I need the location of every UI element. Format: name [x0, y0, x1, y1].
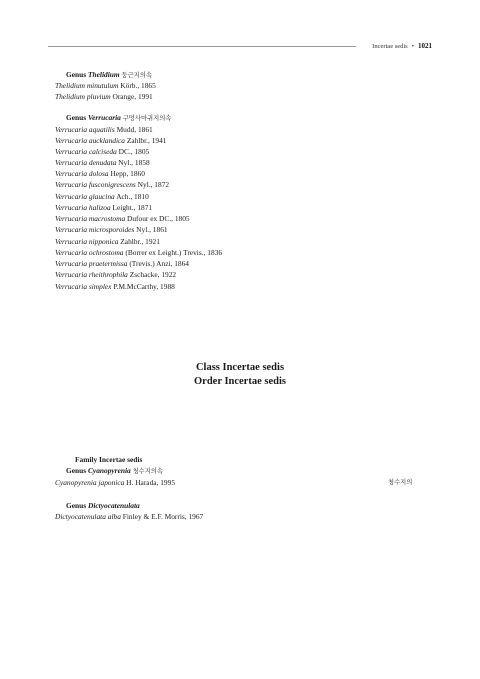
species-entry: Verrucaria praetermissa (Trevis.) Anzi, 1864	[55, 259, 190, 268]
genus-name: Thelidium	[88, 70, 120, 79]
genus-heading-cyanopyrenia: Genus Cyanopyrenia 청수지의속	[66, 466, 163, 475]
family-heading: Family Incertae sedis	[75, 455, 143, 464]
species-entry: Verrucaria rheithrophila Zschacke, 1922	[55, 270, 177, 279]
species-entry: Verrucaria macrostoma Dufour ex DC., 1805	[55, 214, 190, 223]
species-entry: Verrucaria glaucina Ach., 1810	[55, 192, 149, 201]
species-entry: Thelidium pluvium Orange, 1991	[55, 92, 153, 101]
species-korean-name: 청수지의	[388, 479, 413, 486]
species-entry: Verrucaria microsporoides Nyl., 1861	[55, 225, 168, 234]
species-entry: Thelidium minutulum Körb., 1865	[55, 81, 156, 90]
korean-name: 구멍사마귀지의속	[122, 115, 172, 122]
species-entry: Verrucaria simplex P.M.McCarthy, 1988	[55, 282, 175, 291]
species-entry: Cyanopyrenia japonica H. Harada, 1995	[55, 478, 176, 487]
species-entry: Dictyocatenulata alba Finley & E.F. Morris, 1967	[55, 512, 204, 521]
species-entry: Verrucaria denudata Nyl., 1858	[55, 158, 150, 167]
genus-heading-dictyocatenulata: Genus Dictyocatenulata	[66, 501, 140, 510]
species-entry: Verrucaria ochrostoma (Borrer ex Leight.) Trevis., 1836	[55, 248, 223, 257]
genus-heading-thelidium: Genus Thelidium 둥근지의속	[66, 70, 152, 79]
running-header	[48, 40, 432, 54]
order-title: Order Incertae sedis	[194, 376, 286, 387]
header-rule	[48, 46, 356, 47]
korean-name: 둥근지의속	[121, 72, 152, 79]
species-entry: Verrucaria aucklandica Zahlbr., 1941	[55, 136, 167, 145]
species-entry: Verrucaria calciseda DC., 1805	[55, 147, 150, 156]
genus-name: Cyanopyrenia	[88, 466, 131, 475]
species-entry: Verrucaria fusconigrescens Nyl., 1872	[55, 180, 170, 189]
running-title: Incertae sedis	[372, 43, 408, 50]
korean-name: 청수지의속	[132, 468, 163, 475]
species-entry: Verrucaria dolosa Hepp, 1860	[55, 169, 145, 178]
page-number: 1021	[418, 42, 432, 50]
running-head-text	[372, 40, 432, 53]
species-entry: Verrucaria aquatilis Mudd, 1861	[55, 125, 153, 134]
species-entry: Verrucaria halizoa Leight., 1871	[55, 203, 153, 212]
genus-heading-verrucaria: Genus Verrucaria 구멍사마귀지의속	[66, 113, 172, 122]
genus-name: Dictyocatenulata	[88, 501, 140, 510]
species-entry: Verrucaria nipponica Zahlbr., 1921	[55, 237, 160, 246]
class-title: Class Incertae sedis	[195, 362, 285, 373]
genus-name: Verrucaria	[88, 113, 121, 122]
header-separator: •	[411, 43, 414, 50]
